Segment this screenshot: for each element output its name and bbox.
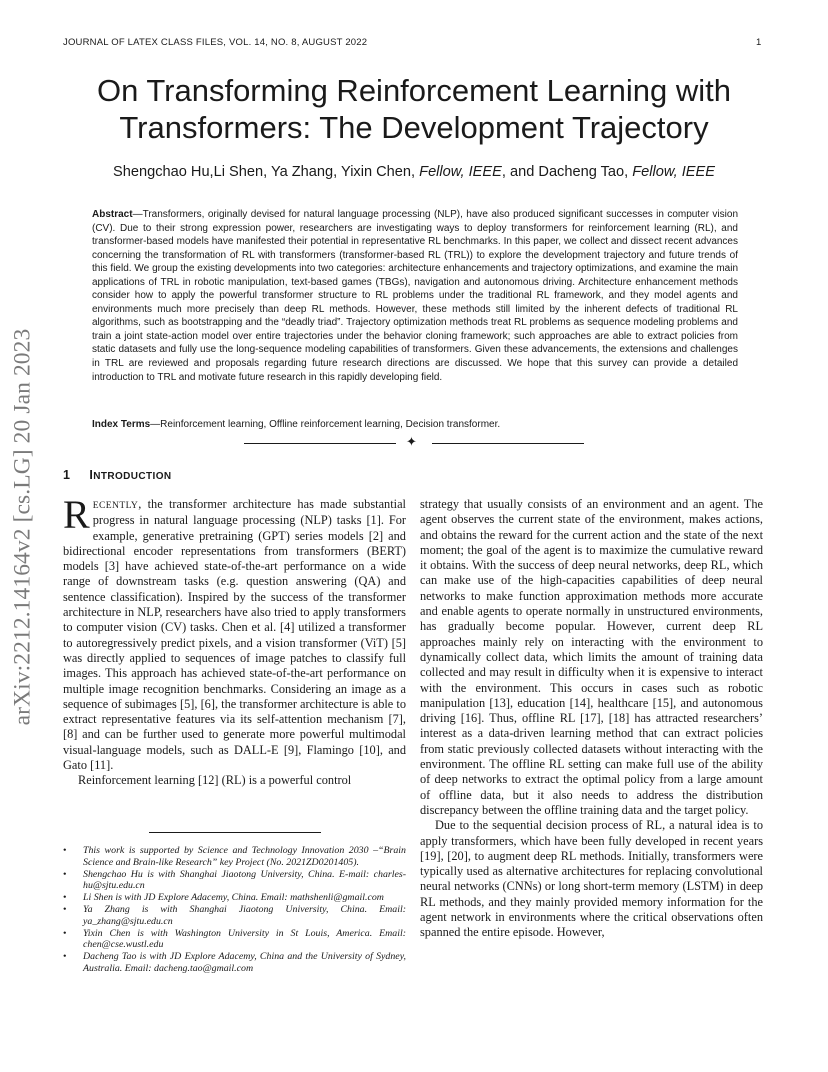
citation-link[interactable]: [9] — [283, 742, 299, 757]
section-title-rest: NTRODUCTION — [93, 471, 172, 482]
author-names-1: Shengchao Hu,Li Shen, Ya Zhang, Yixin Chen, — [113, 164, 416, 180]
paragraph — [63, 773, 406, 788]
text-run: . For example, generative pretraining (GPT) series models — [92, 513, 407, 543]
text-run: . Thus, offline RL — [481, 711, 581, 726]
text-run: , — [194, 696, 201, 711]
text-run: , healthcare — [590, 695, 653, 710]
citation-link[interactable]: [3] — [104, 559, 120, 574]
right-column — [420, 497, 763, 941]
index-terms-label: Index Terms — [92, 419, 151, 430]
citation-link[interactable]: [8] — [63, 727, 78, 742]
citation-link[interactable]: [7] — [388, 712, 403, 727]
footnote-item: • Yixin Chen is with Washington University in St Louis, America. Email: chen@cse.wustl.edu — [63, 928, 406, 951]
paragraph — [420, 818, 763, 940]
text-run: , education — [510, 695, 570, 710]
text-run: . — [110, 758, 114, 773]
section-divider — [244, 434, 584, 449]
text-run: and can be further used to generate more powerful multimodal visual-language models, such as DALL-E — [63, 727, 406, 757]
citation-link[interactable]: [19] — [420, 848, 441, 863]
abstract-label: Abstract — [92, 209, 133, 220]
citation-link[interactable]: [20] — [447, 848, 468, 863]
text-run: , and autonomous driving — [420, 695, 763, 726]
citation-link[interactable]: [6] — [200, 696, 215, 711]
section-title-initial: I — [89, 468, 94, 482]
text-run: was directly applied to sequences of image patches to classify full images. This approach has achieved state-of-the-art performance on multiple image recognition benchmarks. Considering an image as a sequence of subimages — [63, 650, 406, 711]
text-run: has attracted researchers’ interest as a data-driven learning method that can extract policies from static previously collected datasets without interacting with the environment. The offline RL setting can make full use of the ability of deep networks to extract the optimal policy from a large amount of offline data, but it also needs to address the distribution discrepancy between the offline training data and the target policy. — [420, 711, 764, 817]
drop-cap: R — [63, 492, 90, 537]
citation-link[interactable]: [15] — [652, 695, 674, 710]
footnote-item: • Ya Zhang is with Shanghai Jiaotong University, China. Email: ya_zhang@sjtu.edu.cn — [63, 904, 406, 927]
citation-link[interactable]: [11] — [90, 758, 111, 773]
footnote-rule — [149, 832, 321, 833]
footnote-item: • Shengchao Hu is with Shanghai Jiaotong University, China. E-mail: charles-hu@sjtu.edu.cn — [63, 869, 406, 892]
text-run: , — [402, 712, 406, 727]
author-names-2: , and Dacheng Tao, — [501, 164, 629, 180]
abstract-text: —Transformers, originally devised for natural language processing (NLP), have also produced significant successes in computer vision (CV). Due to their strong expression power, researchers are investigating ways to deploy transformers for reinforcement learning (RL), and transformer-based models have manifested their potential in representative RL benchmarks. In this paper, we collect and dissect recent advances concerning the transformation of RL with transformers (transformer-based RL (TRL)) to explore the development trajectory and future trends of this field. We group the existing developments into two categories: architecture enhancements and trajectory optimizations, and examine the main applications of TRL in robotic manipulation, text-based games (TBGs), navigation and autonomous driving. Architecture enhancement methods consider how to apply the powerful transformer structure to RL problems under the traditional RL framework, and they model agents and environments much more precisely than deep RL methods. However, these methods still limited by the inherent defects of traditional RL algorithms, such as bootstrapping and the “deadly triad”. Trajectory optimization methods treat RL problems as sequence modeling problems and train a joint state-action model over entire trajectories under the behavior cloning framework; such approaches are able to extract policies from static datasets and fully use the long-sequence modeling capabilities of transformers. Given these advancements, the extensions and challenges in TRL are reviewed and proposals regarding future research directions are discussed. We hope that this survey can provide a detailed introduction to TRL and motivate future research in this rapidly developing field. — [92, 209, 738, 383]
text-run: Due to the sequential decision process of RL, a natural idea is to apply transformers, which have been fully developed in recent years — [420, 818, 763, 848]
citation-link[interactable]: [10] — [359, 742, 380, 757]
citation-link[interactable]: [14] — [569, 695, 591, 710]
section-heading — [63, 468, 172, 482]
divider-line-right — [432, 443, 584, 444]
footnotes — [63, 845, 406, 975]
citation-link[interactable]: [18] — [608, 711, 630, 726]
citation-link[interactable]: [2] — [368, 528, 384, 543]
citation-link[interactable]: [5] — [391, 635, 406, 650]
footnote-item: • Li Shen is with JD Explore Adacemy, China. Email: mathshenli@gmail.com — [63, 892, 406, 904]
citation-link[interactable]: [1] — [366, 513, 381, 528]
index-terms — [92, 418, 738, 432]
footnote-item: • This work is supported by Science and Technology Innovation 2030 –“Brain Science and Brain-like Research” key Project (No. 2021ZD0201405). — [63, 845, 406, 868]
citation-link[interactable]: [12] — [197, 773, 219, 788]
author-fellow-2: Fellow, IEEE — [632, 164, 715, 180]
arxiv-stamp-text: arXiv:2212.14164v2 [cs.LG] 20 Jan 2023 — [9, 328, 36, 726]
text-run: strategy that usually consists of an environment and an agent. The agent observes the current state of the environment, makes actions, and obtains the reward for the current action and the state of the next moment; the goal of the agent is to maximize the cumulative reward it obtains. With the success of deep neural networks, deep RL, which can make use of the high-capacities capabilities of deep neural networks to make function approximation methods more accurate and enable agents to operate normally in unstructured environments, has gradually become popular. However, current deep RL approaches mainly rely on interacting with the environment to dynamically collect data, which limits the amount of training data collected and may result in difficulty when it is expensive to interact with the environment. This occurs in cases such as robotic manipulation — [420, 497, 763, 710]
page-number: 1 — [756, 37, 762, 48]
index-terms-text: —Reinforcement learning, Offline reinforcement learning, Decision transformer. — [150, 419, 501, 430]
text-run: and bidirectional encoder representations from transformers (BERT) models — [63, 528, 406, 574]
author-list — [60, 163, 768, 181]
arxiv-stamp — [0, 292, 46, 762]
citation-link[interactable]: [16] — [460, 711, 482, 726]
text-run: , to augment deep RL methods. Initially, transformers were typically used as alternative architectures for replacing convolutional neural networks (CNNs) or long short-term memory (LSTM) in deep RL methods, and they mainly provided memory information for the agent network in environments where the critical observations often spanned the entire episode. However, — [420, 848, 764, 940]
citation-link[interactable]: [17] — [580, 711, 601, 726]
left-column — [63, 492, 407, 789]
paper-title: On Transforming Reinforcement Learning with Transformers: The Development Trajectory — [96, 73, 732, 145]
paragraph — [420, 497, 763, 818]
text-run: utilized a transformer to autoregressively predict pixels, and a vision transformer (ViT) — [63, 620, 406, 650]
section-number: 1 — [63, 468, 71, 482]
divider-line-left — [244, 443, 396, 444]
citation-link[interactable]: [4] — [280, 620, 295, 635]
text-run: have achieved state-of-the-art performance on a wide range of downstream tasks (e.g. question answering (QA) and sentence classification). Inspired by the success of the transformer architecture in NLP, researchers have also tried to apply transformers to computer vision (CV) tasks. Chen et al. — [63, 559, 407, 635]
text-run: , — [600, 711, 609, 726]
paragraph — [63, 492, 407, 773]
author-fellow-1: Fellow, IEEE — [419, 164, 502, 180]
text-run: , the transformer architecture is able to extract representative features via its self-attention mechanism — [63, 696, 407, 727]
text-run: , and Gato — [63, 742, 407, 773]
text-run: , — [440, 848, 448, 863]
running-head: JOURNAL OF LATEX CLASS FILES, VOL. 14, NO. 8, AUGUST 2022 — [63, 37, 368, 48]
text-run: (RL) is a powerful control — [218, 773, 352, 788]
citation-link[interactable]: [5] — [179, 696, 195, 711]
footnote-item: • Dacheng Tao is with JD Explore Adacemy, China and the University of Sydney, Australia. Email: dacheng.tao@gmail.com — [63, 951, 406, 974]
text-run: , Flamingo — [298, 742, 360, 757]
citation-link[interactable]: [13] — [489, 695, 510, 710]
smallcaps-lead: ECENTLY — [92, 500, 139, 511]
text-run: Reinforcement learning — [78, 773, 198, 788]
text-run: , the transformer architecture has made substantial progress in natural language processing (NLP) tasks — [92, 497, 406, 528]
divider-ornament-icon: ✦ — [406, 434, 417, 449]
abstract — [92, 208, 738, 384]
